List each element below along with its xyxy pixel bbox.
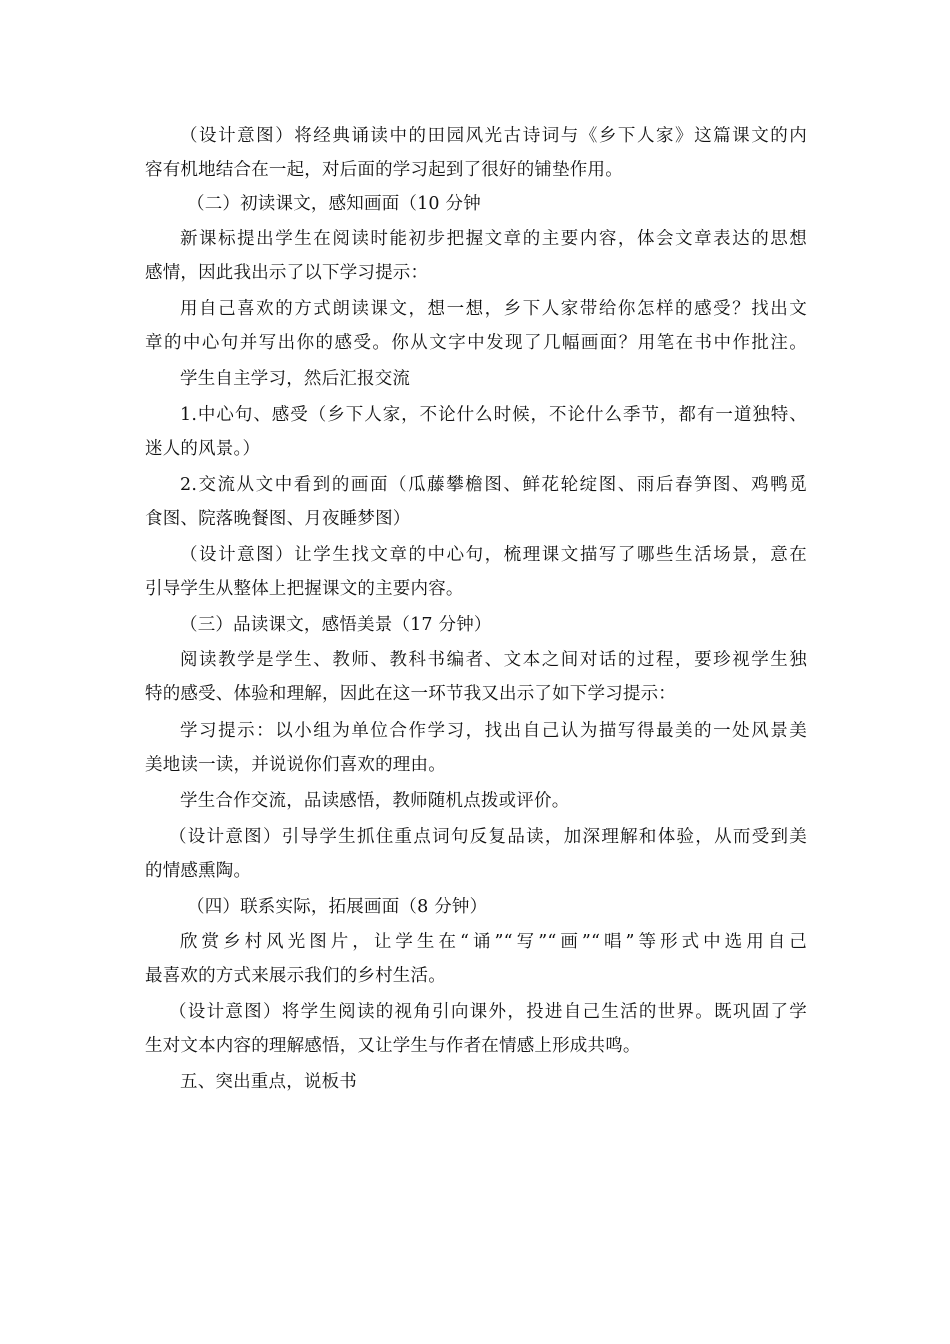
section-heading-3 bbox=[145, 608, 807, 642]
text-line: 容有机地结合在一起，对后面的学习起到了很好的铺垫作用。 bbox=[145, 160, 623, 180]
text-line: （设计意图）让学生找文章的中心句，梳理课文描写了哪些生活场景，意在 bbox=[180, 545, 807, 565]
text-line: （二）初读课文，感知画面（10 分钟 bbox=[187, 194, 481, 214]
paragraph-reading-teaching bbox=[145, 643, 807, 711]
paragraph-learning-tip-1 bbox=[145, 292, 807, 360]
text-line: 美地读一读，并说说你们喜欢的理由。 bbox=[145, 755, 446, 775]
text-line: （设计意图）引导学生抓住重点词句反复品读，加深理解和体验，从而受到美 bbox=[169, 827, 807, 847]
text-line: 生对文本内容的理解感悟，又让学生与作者在情感上形成共鸣。 bbox=[145, 1036, 641, 1056]
paragraph-cooperation bbox=[145, 784, 807, 818]
text-line: 欣赏乡村风光图片，让学生在“诵”“写”“画”“唱”等形式中选用自己 bbox=[180, 932, 807, 952]
text-line: 2.交流从文中看到的画面（瓜藤攀檐图、鲜花轮绽图、雨后春笋图、鸡鸭觅 bbox=[180, 475, 807, 495]
paragraph-design-intent-1 bbox=[145, 119, 807, 187]
paragraph-self-study bbox=[145, 362, 807, 396]
text-line: 新课标提出学生在阅读时能初步把握文章的主要内容，体会文章表达的思想 bbox=[180, 229, 807, 249]
text-line: 特的感受、体验和理解，因此在这一环节我又出示了如下学习提示： bbox=[145, 684, 676, 704]
paragraph-design-intent-3 bbox=[145, 820, 807, 888]
text-line: 迷人的风景。） bbox=[145, 439, 261, 459]
text-line: 1.中心句、感受（乡下人家，不论什么时候，不论什么季节，都有一道独特、 bbox=[180, 405, 807, 425]
text-line: 阅读教学是学生、教师、教科书编者、文本之间对话的过程，要珍视学生独 bbox=[180, 650, 807, 670]
text-line: （设计意图）将学生阅读的视角引向课外，投进自己生活的世界。既巩固了学 bbox=[169, 1002, 807, 1022]
text-line: 食图、院落晚餐图、月夜睡梦图） bbox=[145, 509, 411, 529]
text-line: 学习提示：以小组为单位合作学习，找出自己认为描写得最美的一处风景美 bbox=[180, 721, 807, 741]
text-line: 最喜欢的方式来展示我们的乡村生活。 bbox=[145, 966, 446, 986]
text-line: 用自己喜欢的方式朗读课文，想一想，乡下人家带给你怎样的感受？找出文 bbox=[180, 299, 807, 319]
text-line: 章的中心句并写出你的感受。你从文字中发现了几幅画面？用笔在书中作批注。 bbox=[145, 333, 807, 353]
text-line: （三）品读课文，感悟美景（17 分钟） bbox=[180, 615, 492, 635]
text-line: 引导学生从整体上把握课文的主要内容。 bbox=[145, 579, 464, 599]
text-line: （四）联系实际，拓展画面（8 分钟） bbox=[187, 897, 488, 917]
text-line: 感情，因此我出示了以下学习提示： bbox=[145, 263, 429, 283]
text-line: 的情感熏陶。 bbox=[145, 861, 252, 881]
section-heading-2 bbox=[145, 187, 807, 221]
text-line: 学生合作交流，品读感悟，教师随机点拨或评价。 bbox=[180, 791, 570, 811]
paragraph-design-intent-2 bbox=[145, 538, 807, 606]
paragraph-item-1 bbox=[145, 398, 807, 466]
paragraph-design-intent-4 bbox=[145, 995, 807, 1063]
paragraph-curriculum bbox=[145, 222, 807, 290]
text-line: 五、突出重点，说板书 bbox=[180, 1072, 357, 1092]
paragraph-appreciate bbox=[145, 925, 807, 993]
paragraph-item-2 bbox=[145, 468, 807, 536]
section-heading-5 bbox=[145, 1065, 807, 1099]
text-line: （设计意图）将经典诵读中的田园风光古诗词与《乡下人家》这篇课文的内 bbox=[180, 126, 807, 146]
section-heading-4 bbox=[145, 890, 807, 924]
text-line: 学生自主学习，然后汇报交流 bbox=[180, 369, 411, 389]
paragraph-learning-tip-2 bbox=[145, 714, 807, 782]
